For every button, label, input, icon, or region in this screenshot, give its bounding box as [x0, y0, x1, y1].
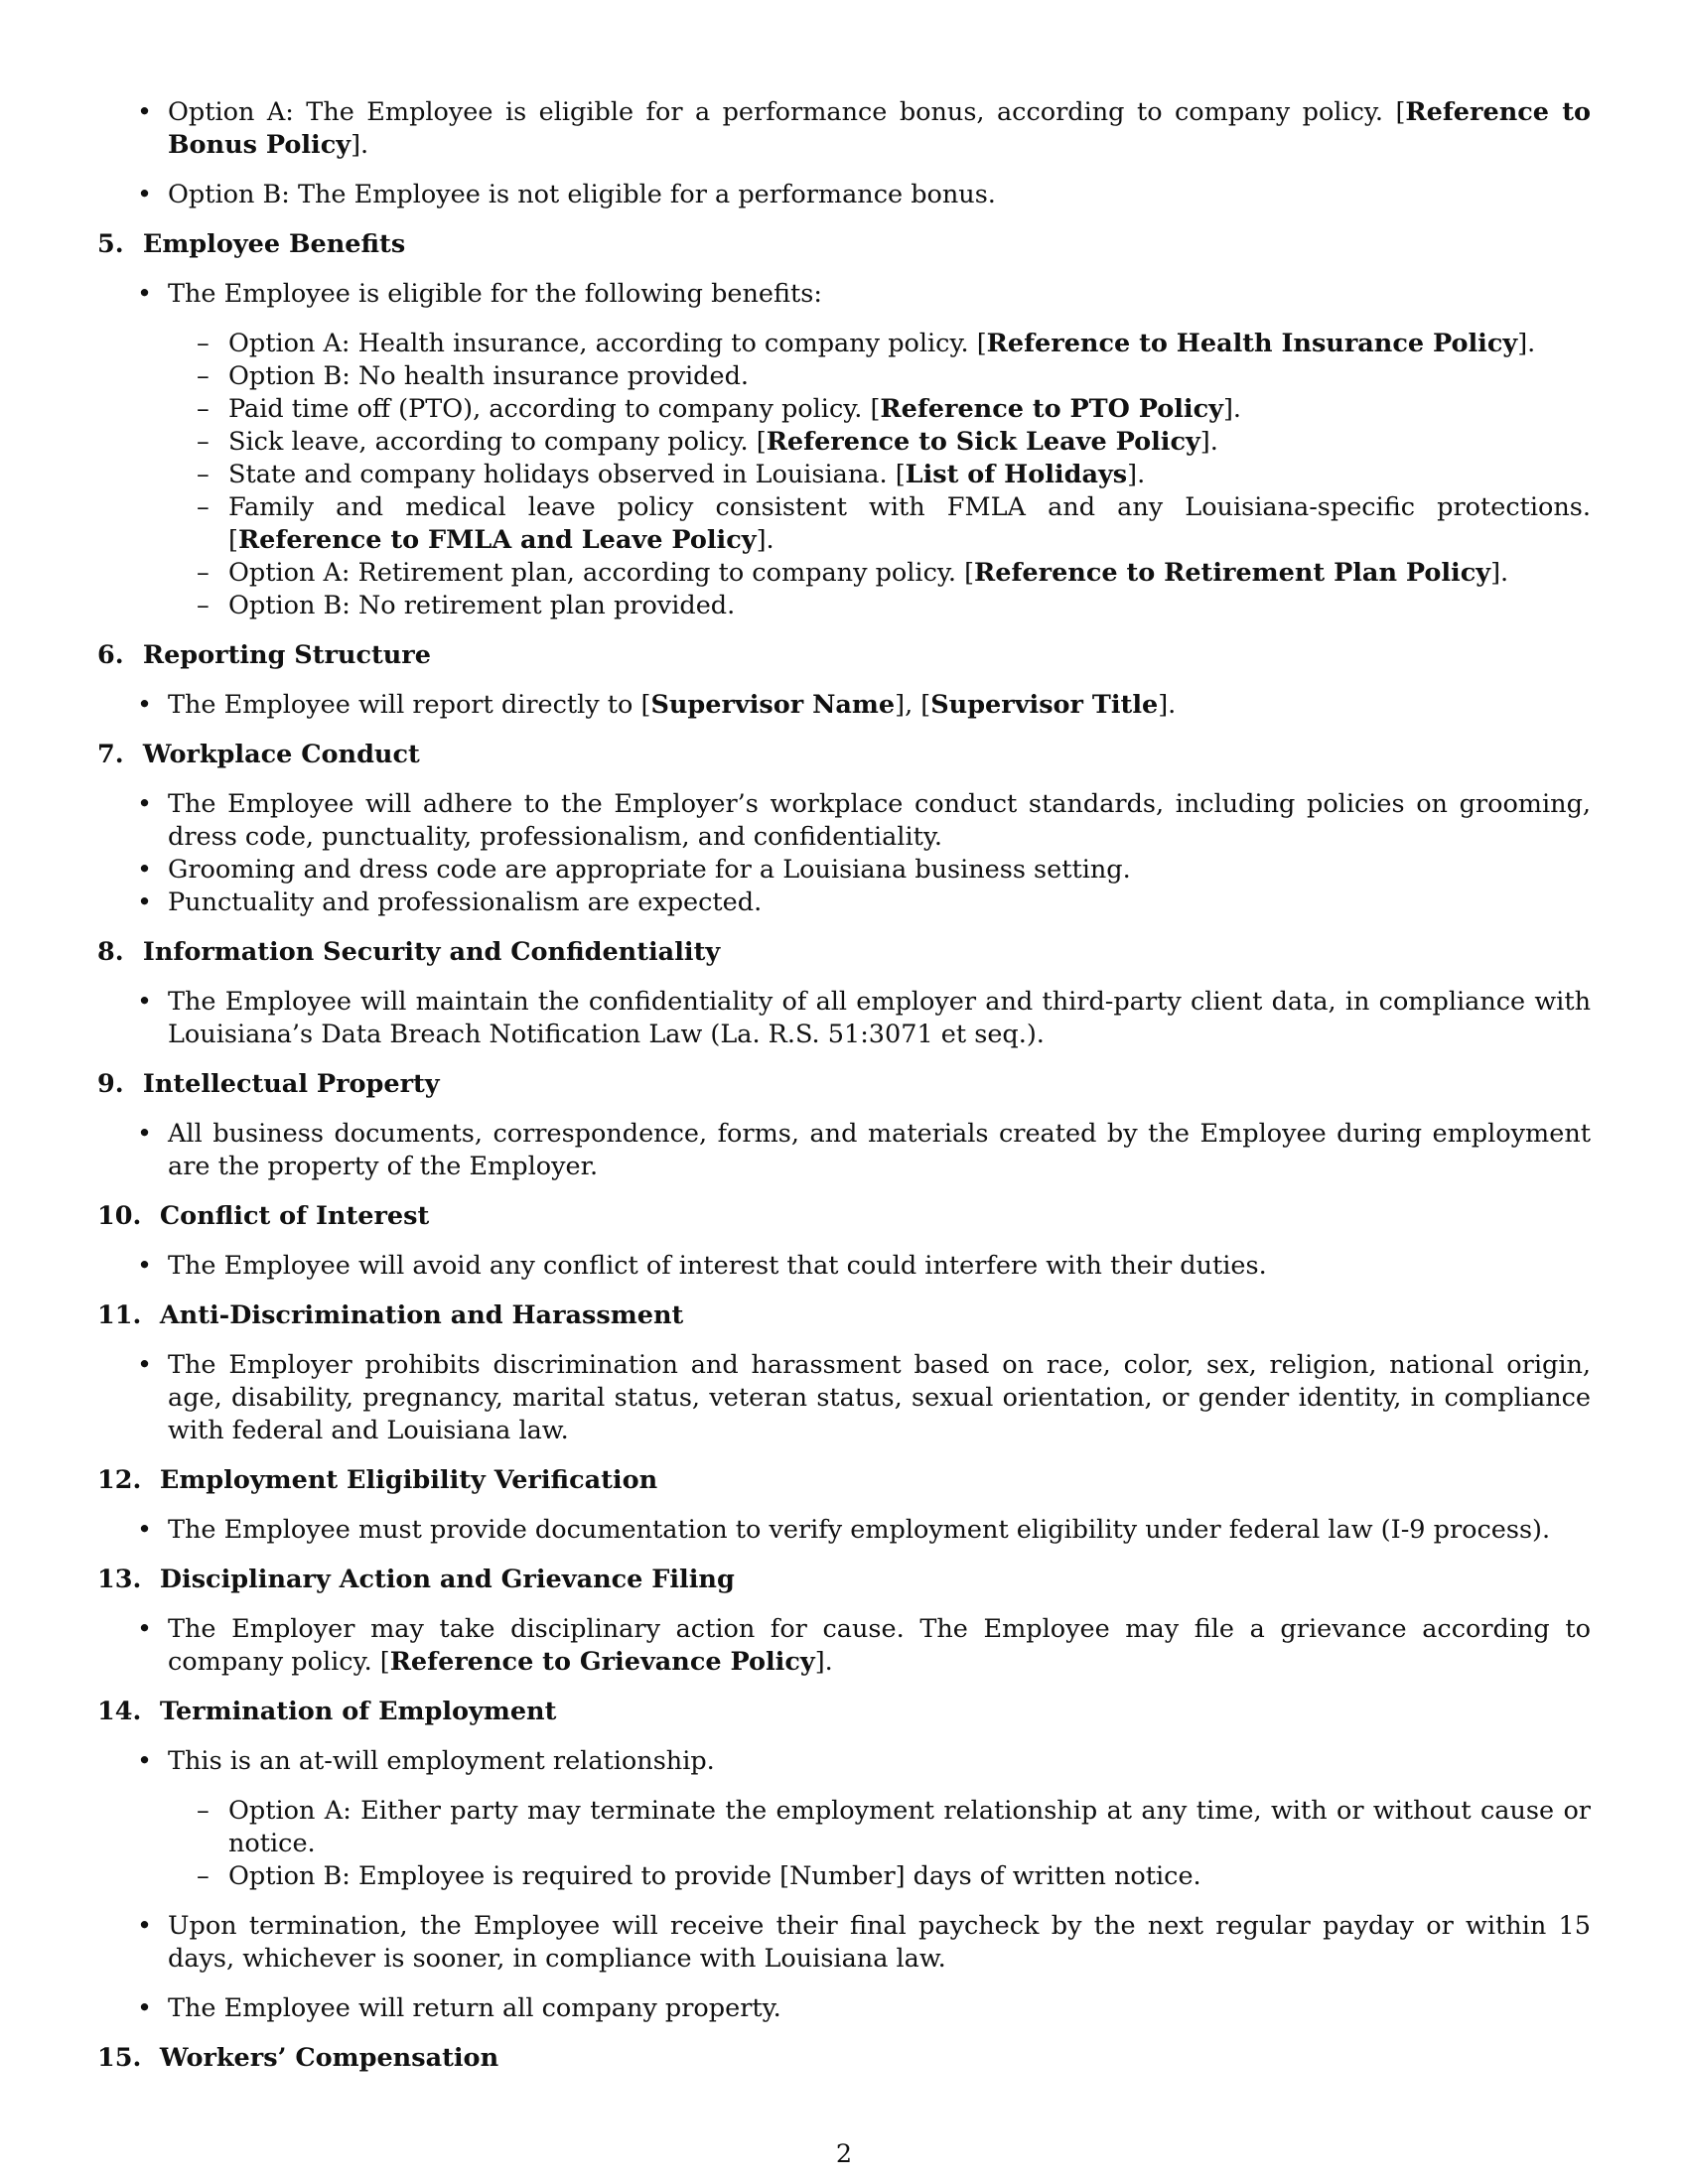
- list-item: – Sick leave, according to company policy. [Reference to Sick Leave Policy].: [97, 426, 1591, 459]
- list-item: • The Employee is eligible for the following benefits: – Option A: Health insurance, according to company policy. [Reference to Health Insurance Policy]. – Option B: No health insurance provided. – Paid time off (PTO), according to company policy. [Reference to PTO Policy]. – Sick leave, according to company policy. [Reference to Sick Leave Policy]. – State and company holidays observed in Louisiana. [List of Holidays]. – Family and medical leave policy consistent with FMLA and any Louisiana-specific protections. [Reference to FMLA and Leave Policy]. – Option A: Retirement plan, according to company policy. [Reference to Retirement Plan Policy]. – Option B: No retirement plan provided.: [97, 278, 1591, 622]
- list-item: • All business documents, correspondence, forms, and materials created by the Employee during employment are the property of the Employer.: [97, 1118, 1591, 1183]
- list-item: – Paid time off (PTO), according to company policy. [Reference to PTO Policy].: [97, 393, 1591, 426]
- conflict-list: [97, 1250, 1591, 1283]
- termination-sublist: [97, 1795, 1591, 1893]
- list-item: • The Employer prohibits discrimination and harassment based on race, color, sex, religion, national origin, age, disability, pregnancy, marital status, veteran status, sexual orientation, or gender identity, in compliance with federal and Louisiana law.: [97, 1349, 1591, 1447]
- list-item: • This is an at-will employment relationship. – Option A: Either party may terminate the employment relationship at any time, with or without cause or notice. – Option B: Employee is required to provide [Number] days of written notice.: [97, 1745, 1591, 1893]
- eligibility-list: [97, 1514, 1591, 1547]
- benefits-sublist: [97, 328, 1591, 622]
- section-heading-workplace-conduct: 7. Workplace Conduct: [97, 740, 420, 769]
- list-item: – Option A: Health insurance, according to company policy. [Reference to Health Insurance Policy].: [97, 328, 1591, 360]
- page-content: [97, 96, 1591, 2092]
- bonus-options-list: [97, 96, 1591, 211]
- conduct-list: [97, 788, 1591, 919]
- list-item: • The Employer may take disciplinary action for cause. The Employee may file a grievance according to company policy. [Reference to Grievance Policy].: [97, 1613, 1591, 1679]
- supervisor-title-placeholder: Supervisor Title: [930, 690, 1159, 720]
- list-item: • The Employee will adhere to the Employer’s workplace conduct standards, including policies on grooming, dress code, punctuality, professionalism, and confidentiality.: [97, 788, 1591, 854]
- list-item: – Option A: Either party may terminate the employment relationship at any time, with or without cause or notice.: [97, 1795, 1591, 1860]
- list-item: • The Employee will maintain the confidentiality of all employer and third-party client data, in compliance with Louisiana’s Data Breach Notification Law (La. R.S. 51:3071 et seq.).: [97, 986, 1591, 1051]
- section-heading-eligibility-verification: 12. Employment Eligibility Verification: [97, 1465, 658, 1495]
- grievance-policy-reference: Reference to Grievance Policy: [389, 1647, 815, 1677]
- section-heading-anti-discrimination: 11. Anti-Discrimination and Harassment: [97, 1300, 684, 1330]
- section-heading-conflict-of-interest: 10. Conflict of Interest: [97, 1201, 430, 1231]
- list-item: – Option B: Employee is required to provide [Number] days of written notice.: [97, 1860, 1591, 1893]
- termination-list: [97, 1745, 1591, 2025]
- list-item: • The Employee will avoid any conflict of interest that could interfere with their duties.: [97, 1250, 1591, 1283]
- section-heading-intellectual-property: 9. Intellectual Property: [97, 1069, 440, 1099]
- list-item: – Option B: No retirement plan provided.: [97, 590, 1591, 622]
- page-number: 2: [835, 2139, 853, 2169]
- anti-discrimination-list: [97, 1349, 1591, 1447]
- list-item: • The Employee will return all company property.: [97, 1992, 1591, 2025]
- section-heading-disciplinary-action: 13. Disciplinary Action and Grievance Filing: [97, 1565, 735, 1594]
- list-item: – Option B: No health insurance provided.: [97, 360, 1591, 393]
- section-heading-workers-compensation: 15. Workers’ Compensation: [97, 2043, 499, 2073]
- list-item: • The Employee must provide documentation to verify employment eligibility under federal law (I-9 process).: [97, 1514, 1591, 1547]
- section-heading-information-security: 8. Information Security and Confidentiality: [97, 937, 721, 967]
- supervisor-name-placeholder: Supervisor Name: [650, 690, 896, 720]
- list-item: • The Employee will report directly to [Supervisor Name], [Supervisor Title].: [97, 689, 1591, 722]
- list-item: – Family and medical leave policy consistent with FMLA and any Louisiana-specific protections. [Reference to FMLA and Leave Policy].: [97, 491, 1591, 557]
- benefits-list: [97, 278, 1591, 622]
- list-item: • Option B: The Employee is not eligible for a performance bonus.: [97, 179, 1591, 211]
- reporting-list: [97, 689, 1591, 722]
- list-item: • Grooming and dress code are appropriate for a Louisiana business setting.: [97, 854, 1591, 887]
- section-heading-employee-benefits: 5. Employee Benefits: [97, 229, 406, 259]
- ip-list: [97, 1118, 1591, 1183]
- section-heading-reporting-structure: 6. Reporting Structure: [97, 640, 431, 670]
- security-list: [97, 986, 1591, 1051]
- list-item: • Punctuality and professionalism are expected.: [97, 887, 1591, 919]
- list-item: – Option A: Retirement plan, according to company policy. [Reference to Retirement Plan Policy].: [97, 557, 1591, 590]
- list-item: – State and company holidays observed in Louisiana. [List of Holidays].: [97, 459, 1591, 491]
- disciplinary-list: [97, 1613, 1591, 1679]
- section-heading-termination: 14. Termination of Employment: [97, 1697, 557, 1726]
- list-item: • Upon termination, the Employee will receive their final paycheck by the next regular payday or within 15 days, whichever is sooner, in compliance with Louisiana law.: [97, 1910, 1591, 1976]
- list-item: • Option A: The Employee is eligible for a performance bonus, according to company policy. [Reference to Bonus Policy].: [97, 96, 1591, 162]
- bonus-policy-reference: Reference to Bonus Policy: [168, 97, 1591, 160]
